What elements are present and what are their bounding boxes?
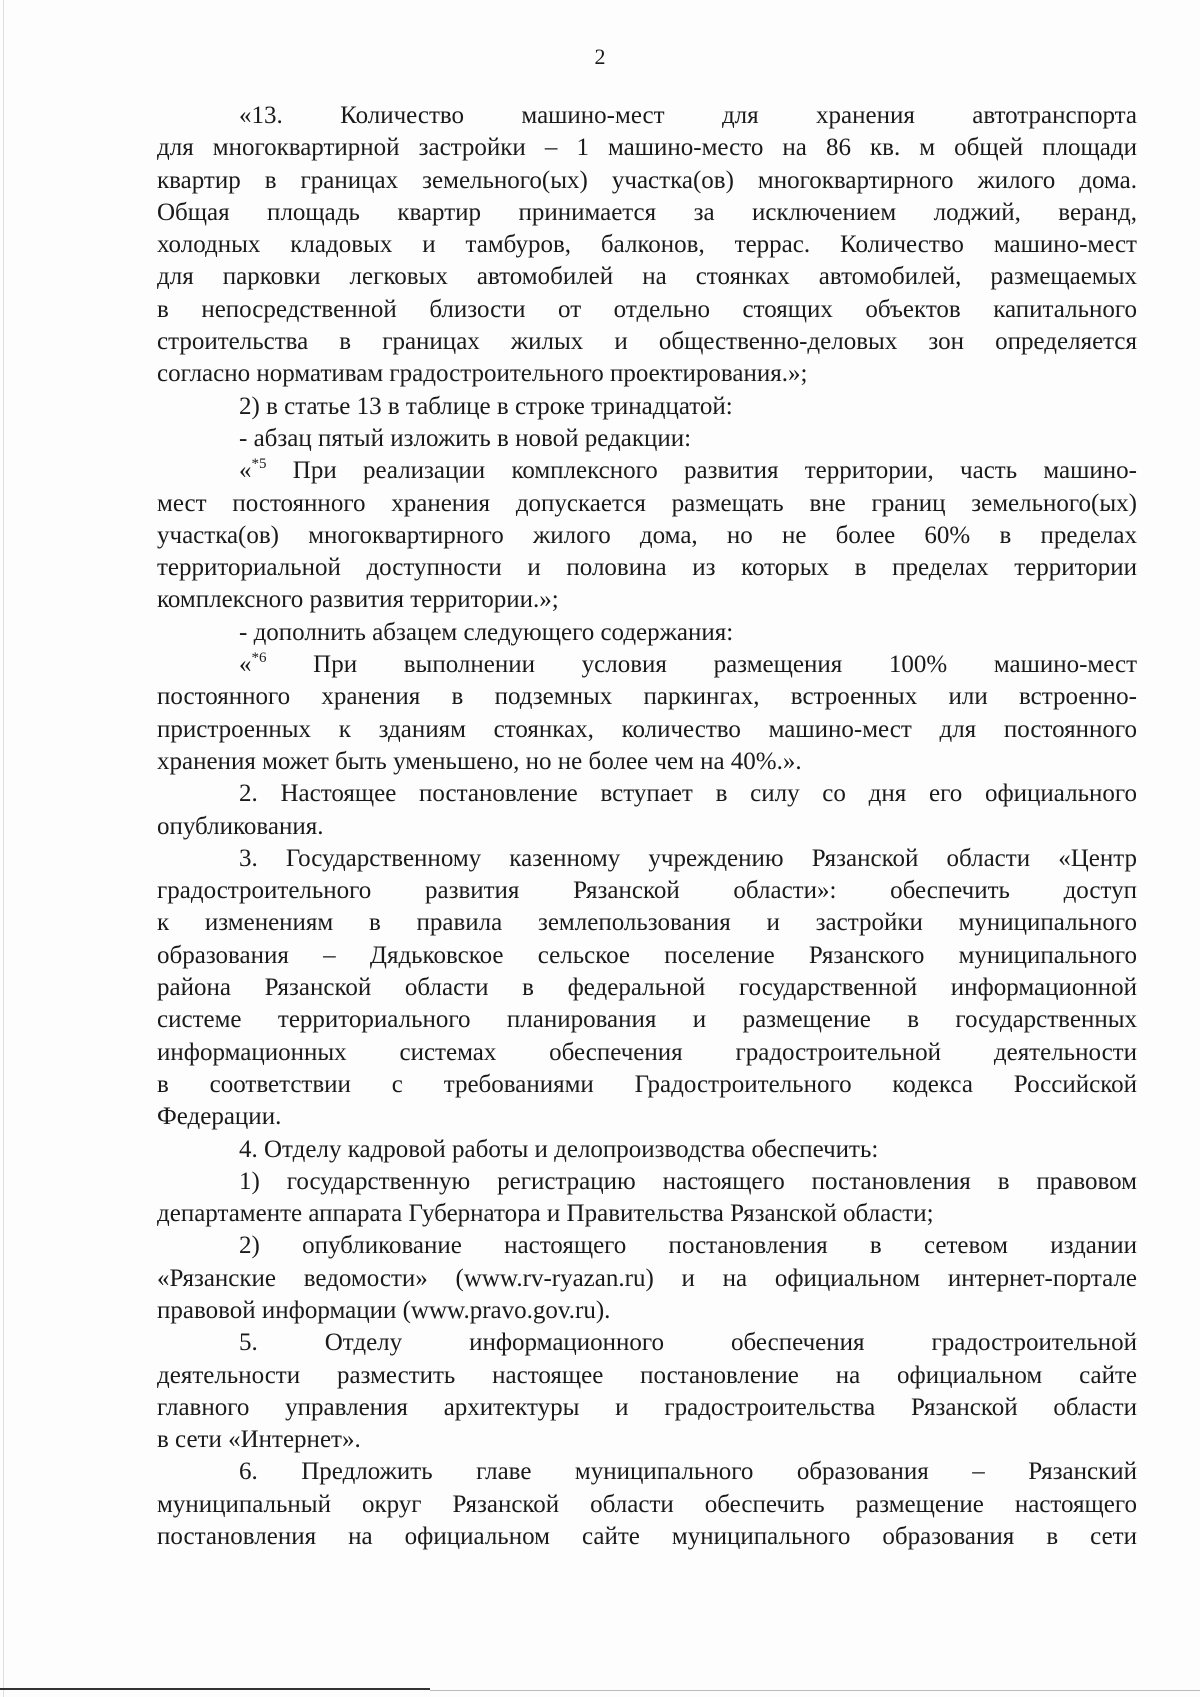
paragraph (157, 1230, 1137, 1327)
text-line: территориальной доступности и половина из которых в пределах территории (157, 554, 1137, 582)
text-line: правовой информации (www.pravo.gov.ru). (157, 1296, 611, 1324)
text-line: 1) государственную регистрацию настоящего постановления в правовом (239, 1167, 1137, 1195)
paragraph (157, 617, 1137, 649)
text-line: мест постоянного хранения допускается размещать вне границ земельного(ых) (157, 489, 1137, 517)
text-line: в соответствии с требованиями Градостроительного кодекса Российской (157, 1070, 1137, 1098)
text-line: участка(ов) многоквартирного жилого дома, но не более 60% в пределах (157, 521, 1137, 549)
text-line: - дополнить абзацем следующего содержания: (239, 618, 734, 646)
text-line: для парковки легковых автомобилей на стоянках автомобилей, размещаемых (157, 263, 1137, 291)
text-line: 6. Предложить главе муниципального образования – Рязанский (239, 1458, 1137, 1486)
text-line: муниципальный округ Рязанской области обеспечить размещение настоящего (157, 1490, 1137, 1518)
text-line: постановления на официальном сайте муниципального образования в сети (157, 1523, 1137, 1551)
paragraph (157, 1134, 1137, 1166)
text-line: «$^{*6}$ При выполнении условия размещения 100% машино-мест (239, 650, 1137, 679)
text-line: - абзац пятый изложить в новой редакции: (239, 424, 692, 452)
scan-bottom-edge (0, 1688, 430, 1690)
text-line: 2. Настоящее постановление вступает в силу со дня его официального (239, 780, 1137, 808)
page-number: 2 (594, 44, 606, 69)
footnote-marker: *5 (251, 456, 267, 473)
text-line: постоянного хранения в подземных паркингах, встроенных или встроенно- (157, 683, 1137, 711)
text-line: главного управления архитектуры и градостроительства Рязанской области (157, 1393, 1137, 1421)
paragraph (157, 1166, 1137, 1231)
text-line: строительства в границах жилых и общественно-деловых зон определяется (157, 328, 1137, 356)
paragraph (157, 649, 1137, 778)
paragraph (157, 778, 1137, 843)
text-line: деятельности разместить настоящее постановление на официальном сайте (157, 1361, 1137, 1389)
text-line: «13. Количество машино-мест для хранения автотранспорта (239, 102, 1137, 129)
document-body (157, 100, 1137, 1553)
text-line: образования – Дядьковское сельское поселение Рязанского муниципального (157, 941, 1137, 969)
paragraph (157, 1327, 1137, 1456)
text-line: градостроительного развития Рязанской области»: обеспечить доступ (157, 877, 1137, 905)
text-line: Общая площадь квартир принимается за исключением лоджий, веранд, (157, 198, 1137, 226)
text-line: пристроенных к зданиям стоянках, количество машино-мест для постоянного (157, 715, 1137, 743)
text-line: согласно нормативам градостроительного проектирования.»; (157, 360, 808, 388)
text-line: «Рязанские ведомости» (www.rv-ryazan.ru) и на официальном интернет-портале (157, 1264, 1137, 1292)
paragraph (157, 391, 1137, 423)
paragraph (157, 423, 1137, 455)
text-line: «$^{*5}$ При реализации комплексного развития территории, часть машино- (239, 456, 1137, 485)
text-line: 3. Государственному казенному учреждению Рязанской области «Центр (239, 844, 1137, 872)
scan-edge (3, 0, 4, 1697)
text-line: района Рязанской области в федеральной государственной информационной (157, 974, 1137, 1002)
paragraph (157, 843, 1137, 1134)
text-line: 2) опубликование настоящего постановления в сетевом издании (239, 1232, 1137, 1260)
text-line: холодных кладовых и тамбуров, балконов, террас. Количество машино-мест (157, 231, 1137, 259)
text-line: информационных системах обеспечения градостроительной деятельности (157, 1038, 1137, 1066)
text-line: хранения может быть уменьшено, но не более чем на 40%.». (157, 747, 802, 775)
text-line: Федерации. (157, 1103, 282, 1131)
paragraph (157, 455, 1137, 616)
footnote-marker: *6 (251, 650, 267, 667)
text-line: к изменениям в правила землепользования и застройки муниципального (157, 909, 1137, 937)
text-line: комплексного развития территории.»; (157, 586, 559, 614)
text-line: 4. Отделу кадровой работы и делопроизводства обеспечить: (239, 1135, 879, 1163)
scan-bottom-edge-light (430, 1690, 1200, 1691)
text-line: в непосредственной близости от отдельно стоящих объектов капитального (157, 295, 1137, 323)
text-line: в сети «Интернет». (157, 1426, 361, 1454)
paragraph (157, 100, 1137, 391)
text-line: опубликования. (157, 812, 324, 840)
text-line: квартир в границах земельного(ых) участка(ов) многоквартирного жилого дома. (157, 166, 1137, 194)
text-line: департаменте аппарата Губернатора и Правительства Рязанской области; (157, 1200, 934, 1228)
text-line: 5. Отделу информационного обеспечения градостроительной (239, 1329, 1137, 1357)
text-line: системе территориального планирования и размещение в государственных (157, 1006, 1137, 1034)
text-line: 2) в статье 13 в таблице в строке тринадцатой: (239, 392, 733, 420)
paragraph (157, 1456, 1137, 1553)
text-line: для многоквартирной застройки – 1 машино-место на 86 кв. м общей площади (157, 134, 1137, 162)
